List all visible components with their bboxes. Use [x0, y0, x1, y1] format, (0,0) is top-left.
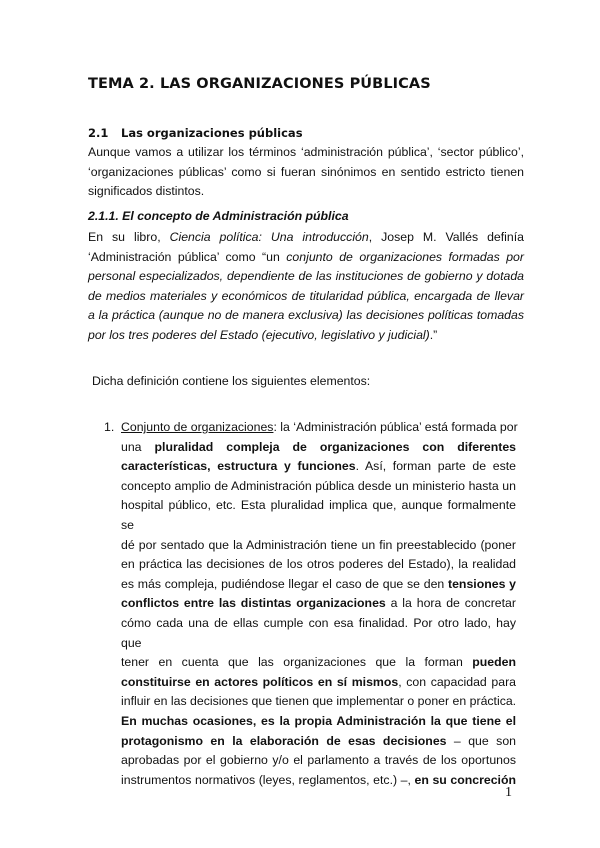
list-line: aprobadas por el gobierno y/o el parlamento a través de los oportunos [121, 753, 516, 768]
list-line [121, 673, 516, 693]
quote-text: de medios materiales y económicos de titularidad pública, encargada de llevar [88, 288, 524, 303]
list-line [121, 594, 516, 614]
text: En su libro, [88, 230, 170, 244]
bold-text: protagonismo en la elaboración de esas decisiones [121, 733, 447, 748]
text: tener en cuenta que las organizaciones que la forman [121, 655, 473, 670]
list-line: concepto amplio de Administración pública desde un ministerio hasta un [121, 478, 516, 493]
definition-line [88, 248, 524, 268]
intro-line: significados distintos. [88, 184, 205, 199]
bold-text: constituirse en actores políticos en sí mismos [121, 674, 399, 689]
intro-line: ‘organizaciones públicas’ como si fueran sinónimos en sentido estricto tienen [88, 164, 524, 179]
definition-line [88, 326, 524, 346]
definition-paragraph [88, 228, 524, 346]
definition-line [88, 287, 524, 307]
text: es más compleja, pudiéndose llegar el caso de que se den [121, 576, 448, 591]
list-line: en práctica las decisiones de los otros poderes del Estado), la realidad [121, 557, 516, 572]
text: . Así, forman parte de este [355, 459, 516, 474]
list-marker: 1. [104, 420, 115, 434]
section-heading [88, 126, 303, 140]
definition-line [88, 267, 524, 287]
section-number: 2.1 [88, 126, 109, 140]
page-number: 1 [505, 785, 512, 800]
list-item-term: Conjunto de organizaciones [121, 420, 274, 434]
bold-text: en su concreción [414, 772, 516, 787]
elements-intro [92, 372, 528, 392]
list-line [121, 732, 516, 752]
quote-text: a la práctica (aunque no de manera exclusiva) las decisiones políticas tomadas [88, 308, 524, 323]
bold-text: tensiones y [448, 576, 516, 591]
bold-text: pueden [472, 655, 516, 670]
list-line [121, 653, 516, 673]
definition-line [88, 228, 524, 248]
list-line: dé por sentado que la Administración tiene un fin preestablecido (poner [121, 537, 516, 552]
subsection-title: 2.1.1. El concepto de Administración pública [88, 209, 349, 223]
text: – que son [446, 733, 516, 748]
intro-paragraph [88, 143, 524, 202]
text: instrumentos normativos (leyes, reglamentos, etc.) –, [121, 772, 415, 787]
list-item [121, 418, 516, 790]
section-title: Las organizaciones públicas [121, 126, 303, 140]
page-title: TEMA 2. LAS ORGANIZACIONES PÚBLICAS [88, 76, 431, 92]
quote-text: personal especializados, dependiente de las instituciones de gobierno y dotada [88, 269, 524, 284]
bold-text: características, estructura y funciones [121, 459, 356, 474]
book-title: Ciencia política: Una introducción [169, 230, 369, 244]
definition-line [88, 306, 524, 326]
intro-line: Aunque vamos a utilizar los términos ‘administración pública’, ‘sector público’, [88, 145, 524, 159]
list-line [121, 712, 516, 732]
text: .” [429, 327, 438, 342]
elements-intro-text: Dicha definición contiene los siguientes elementos: [92, 374, 371, 388]
bold-text: pluralidad compleja de organizaciones con diferentes [154, 439, 517, 454]
list-line [121, 457, 516, 477]
text: una [121, 439, 155, 454]
bold-text: conflictos entre las distintas organizaciones [121, 596, 386, 611]
list-line [121, 771, 516, 791]
text: ‘Administración pública’ como “un [88, 249, 287, 264]
quote-text: por los tres poderes del Estado (ejecutivo, legislativo y judicial) [88, 327, 430, 342]
text: , con capacidad para [398, 674, 516, 689]
text: a la hora de concretar [385, 596, 516, 611]
list-line [121, 438, 516, 458]
list-line [121, 575, 516, 595]
text: : la ‘Administración pública’ está formada por [273, 420, 518, 434]
text: , Josep M. Vallés definía [368, 230, 524, 244]
list-line [121, 418, 516, 438]
list-line: cómo cada una de ellas cumple con esa finalidad. Por otro lado, hay que [121, 615, 516, 650]
list-line: hospital público, etc. Esta pluralidad implica que, aunque formalmente se [121, 498, 516, 532]
quote-text: conjunto de organizaciones formadas por [286, 249, 524, 264]
bold-text: En muchas ocasiones, es la propia Administración la que tiene el [121, 713, 516, 728]
list-line: influir en las decisiones que tienen que implementar o poner en práctica. [121, 694, 517, 709]
